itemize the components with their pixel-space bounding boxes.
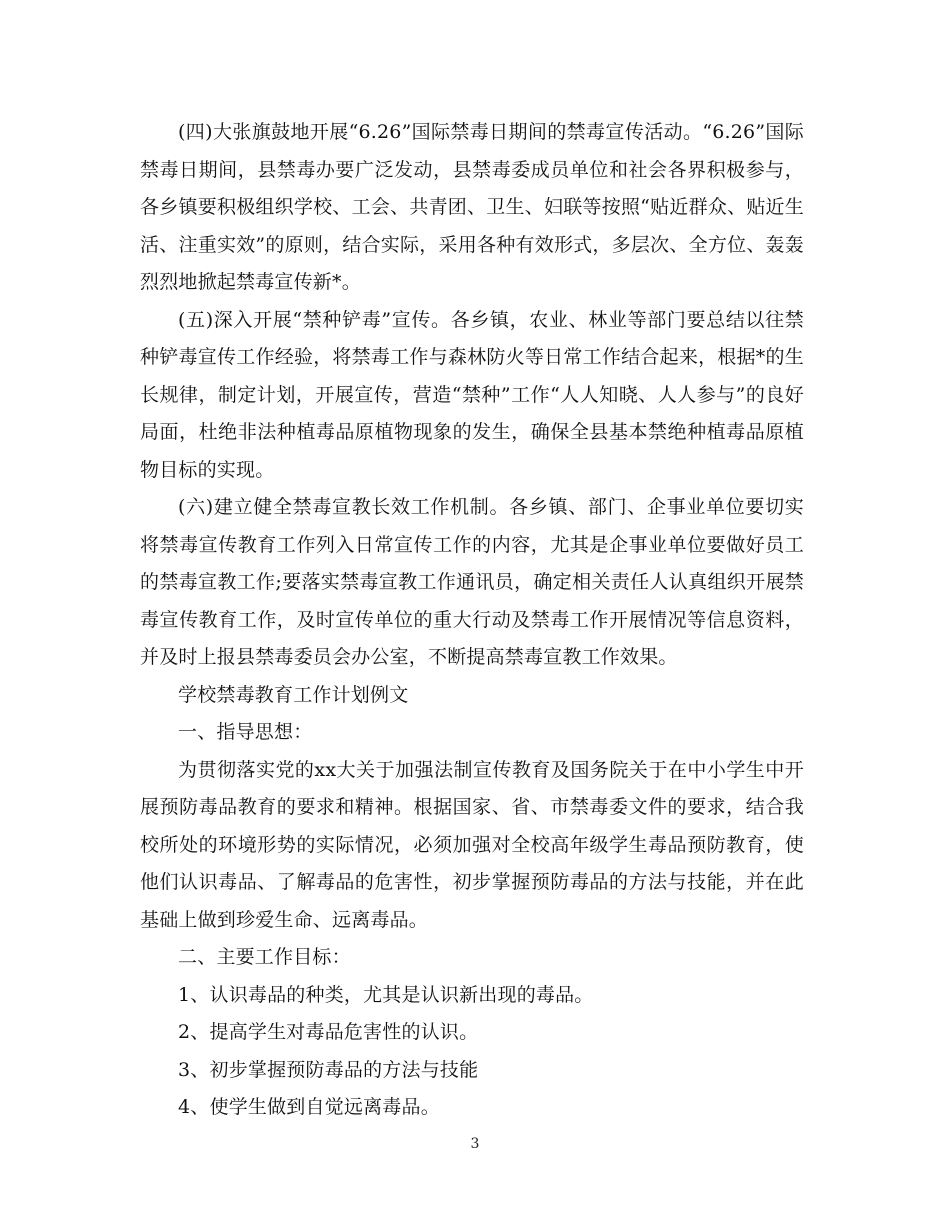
list-item-goal-4: 4、使学生做到自觉远离毒品。 [178,1096,440,1118]
section-heading-guiding-ideology: 一、指导思想： [178,721,313,743]
list-item-goal-3: 3、初步掌握预防毒品的方法与技能 [178,1058,479,1081]
document-body [140,114,804,1127]
section-heading-main-goals: 二、主要工作目标： [178,946,351,968]
paragraph-education-mechanism: (六)建立健全禁毒宣教长效工作机制。各乡镇、部门、企事业单位要切实将禁毒宣传教育工作列入日常宣传工作的内容，尤其是企事业单位要做好员工的禁毒宣教工作;要落实禁毒宣教工作通讯员，确定相关责任人认真组织开展禁毒宣传教育工作，及时宣传单位的重大行动及禁毒工作开展情况等信息资料，并及时上报县禁毒委员会办公室，不断提高禁毒宣教工作效果。 [140,496,804,668]
paragraph-crop-eradication: (五)深入开展“禁种铲毒”宣传。各乡镇，农业、林业等部门要总结以往禁种铲毒宣传工作经验，将禁毒工作与森林防火等日常工作结合起来，根据*的生长规律，制定计划，开展宣传，营造“禁种”工作“人人知晓、人人参与”的良好局面，杜绝非法种植毒品原植物现象的发生，确保全县基本禁绝种植毒品原植物目标的实现。 [140,308,804,481]
list-item-goal-1: 1、认识毒品的种类，尤其是认识新出现的毒品。 [178,983,594,1006]
paragraph-publicity-activity: (四)大张旗鼓地开展“6.26”国际禁毒日期间的禁毒宣传活动。“6.26”国际禁毒日期间，县禁毒办要广泛发动，县禁毒委成员单位和社会各界积极参与，各乡镇要积极组织学校、工会、共青团、卫生、妇联等按照“贴近群众、贴近生活、注重实效”的原则，结合实际，采用各种有效形式，多层次、全方位、轰轰烈烈地掀起禁毒宣传新*。 [140,121,804,293]
list-item-goal-2: 2、提高学生对毒品危害性的认识。 [178,1021,479,1043]
page-number: 3 [470,1136,480,1152]
section-heading-school-plan: 学校禁毒教育工作计划例文 [178,683,409,706]
paragraph-guiding-ideology: 为贯彻落实党的xx大关于加强法制宣传教育及国务院关于在中小学生中开展预防毒品教育的要求和精神。根据国家、省、市禁毒委文件的要求，结合我校所处的环境形势的实际情况，必须加强对全校高年级学生毒品预防教育，使他们认识毒品、了解毒品的危害性，初步掌握预防毒品的方法与技能，并在此基础上做到珍爱生命、远离毒品。 [140,758,804,931]
